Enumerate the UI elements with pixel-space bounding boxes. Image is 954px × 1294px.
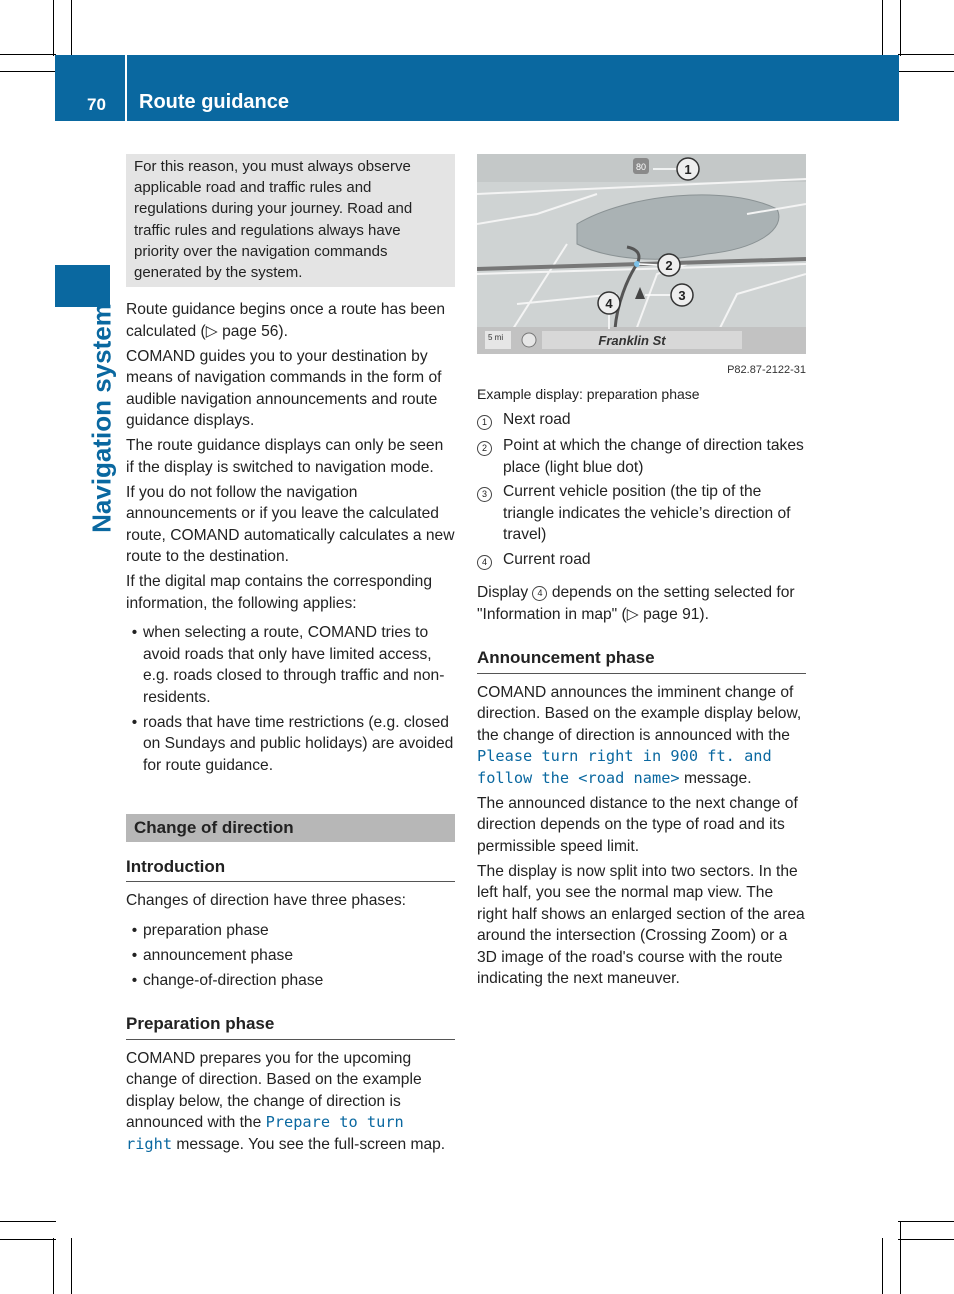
callout-line <box>639 264 658 265</box>
crop-mark <box>53 1238 54 1294</box>
subheading-introduction: Introduction <box>126 856 455 883</box>
crop-mark <box>53 0 54 56</box>
bullet: • <box>131 713 138 731</box>
callout-number: 1 <box>684 162 692 177</box>
paragraph: The display is now split into two sectors. In the left half, you see the normal map view. The right half shows an enlarged section of the area around the intersection (Crossing Zoom) or a 3D image of the road's course with the route indicating the next maneuver. <box>477 862 805 987</box>
legend-item <box>477 549 806 573</box>
voice-command: Please turn right in 900 ft. and follow the <road name> <box>477 747 772 787</box>
paragraph: COMAND guides you to your destination by means of navigation commands in the form of audible navigation announcements and route guidance displays. <box>126 347 442 430</box>
list-item <box>126 945 455 967</box>
legend-text: Next road <box>503 410 571 428</box>
crop-mark <box>0 1221 56 1222</box>
bullet: • <box>131 946 138 964</box>
list-item <box>126 920 455 942</box>
paragraph <box>477 582 806 625</box>
list-item-text: when selecting a route, COMAND tries to avoid roads that only have limited access, e.g. roads closed to through traffic and non-residents. <box>143 624 445 706</box>
crop-mark <box>900 0 901 56</box>
crop-mark <box>0 1239 56 1240</box>
page-header <box>55 55 899 121</box>
legend-item <box>477 435 806 478</box>
crop-mark <box>898 71 954 72</box>
text: COMAND announces the imminent change of direction. Based on the example display below, the change of direction is announced with the <box>477 683 802 744</box>
callout-number: 4 <box>605 296 613 311</box>
paragraph: Route guidance begins once a route has been calculated (▷ page 56). <box>126 301 446 340</box>
figure-code: P82.87-2122-31 <box>727 364 806 376</box>
note-box: For this reason, you must always observe applicable road and traffic rules and regulations during your journey. Road and traffic rules and regulations always have priority over the navigation commands generated by the system. <box>126 154 455 287</box>
subheading-preparation: Preparation phase <box>126 1013 455 1040</box>
legend-number: 3 <box>477 487 492 502</box>
page-number: 70 <box>87 95 106 114</box>
list-item <box>126 712 455 777</box>
highway-shield-label: 80 <box>635 162 647 172</box>
legend-text: Point at which the change of direction takes place (light blue dot) <box>503 437 804 476</box>
crop-mark <box>898 1221 954 1222</box>
crop-mark <box>71 0 72 56</box>
figure-caption: Example display: preparation phase <box>477 386 700 402</box>
voice-command: Prepare to turn right <box>126 1113 404 1153</box>
list-item-text: announcement phase <box>143 946 293 964</box>
text: message. You see the full-screen map. <box>176 1135 446 1153</box>
paragraph: Changes of direction have three phases: <box>126 892 407 910</box>
crop-mark <box>898 1239 954 1240</box>
bullet: • <box>131 921 138 939</box>
navigation-map-image <box>477 154 806 354</box>
compass-icon <box>522 333 536 347</box>
legend-item <box>477 409 806 433</box>
legend-text: Current road <box>503 550 591 568</box>
legend-number: 4 <box>477 555 492 570</box>
paragraph <box>477 682 806 790</box>
side-tab <box>55 265 110 307</box>
text: Display <box>477 584 529 601</box>
figure <box>477 154 806 378</box>
inline-number: 4 <box>532 586 547 601</box>
crop-mark <box>0 54 56 55</box>
list-item <box>126 970 455 992</box>
list-item-text: change-of-direction phase <box>143 971 324 989</box>
paragraph <box>126 1048 455 1156</box>
paragraph: The route guidance displays can only be seen if the display is switched to navigation mode. <box>126 437 444 476</box>
crop-mark <box>898 54 954 55</box>
paragraph: If you do not follow the navigation announcements or if you leave the calculated route, COMAND automatically calculates a new route to the destination. <box>126 483 455 566</box>
list-item <box>126 622 455 708</box>
left-column <box>126 154 455 1159</box>
header-divider <box>125 55 127 121</box>
bullet: • <box>131 624 138 642</box>
section-heading: Change of direction <box>126 814 455 842</box>
crop-mark <box>882 0 883 56</box>
crop-mark <box>0 71 56 72</box>
legend-number: 2 <box>477 441 492 456</box>
legend-text: Current vehicle position (the tip of the triangle indicates the vehicle’s direction of travel) <box>503 483 791 543</box>
list-item-text: roads that have time restrictions (e.g. closed on Sundays and public holidays) are avoided for route guidance. <box>143 713 454 774</box>
list-item-text: preparation phase <box>143 921 269 939</box>
chapter-side-title: Navigation system <box>86 303 117 533</box>
legend-item <box>477 481 806 546</box>
text: message. <box>683 769 752 787</box>
subheading-announcement: Announcement phase <box>477 647 806 674</box>
paragraph: If the digital map contains the corresponding information, the following applies: <box>126 573 432 612</box>
text: depends on the setting selected for "Information in map" (▷ page 91). <box>477 584 795 623</box>
section-title: Route guidance <box>139 91 290 113</box>
crop-mark <box>71 1238 72 1294</box>
street-name-label: Franklin St <box>598 333 666 348</box>
bullet: • <box>131 971 138 989</box>
callout-number: 2 <box>665 258 673 273</box>
text: COMAND prepares you for the upcoming change of direction. Based on the example display below, the change of direction is announced with the <box>126 1049 422 1132</box>
crop-mark <box>900 1221 901 1294</box>
map-scale-label: 5 mi <box>488 333 504 342</box>
callout-number: 3 <box>678 288 686 303</box>
paragraph: The announced distance to the next change of direction depends on the type of road and its permissible speed limit. <box>477 794 798 855</box>
legend-number: 1 <box>477 415 492 430</box>
crop-mark <box>882 1238 883 1294</box>
right-column <box>477 154 806 993</box>
